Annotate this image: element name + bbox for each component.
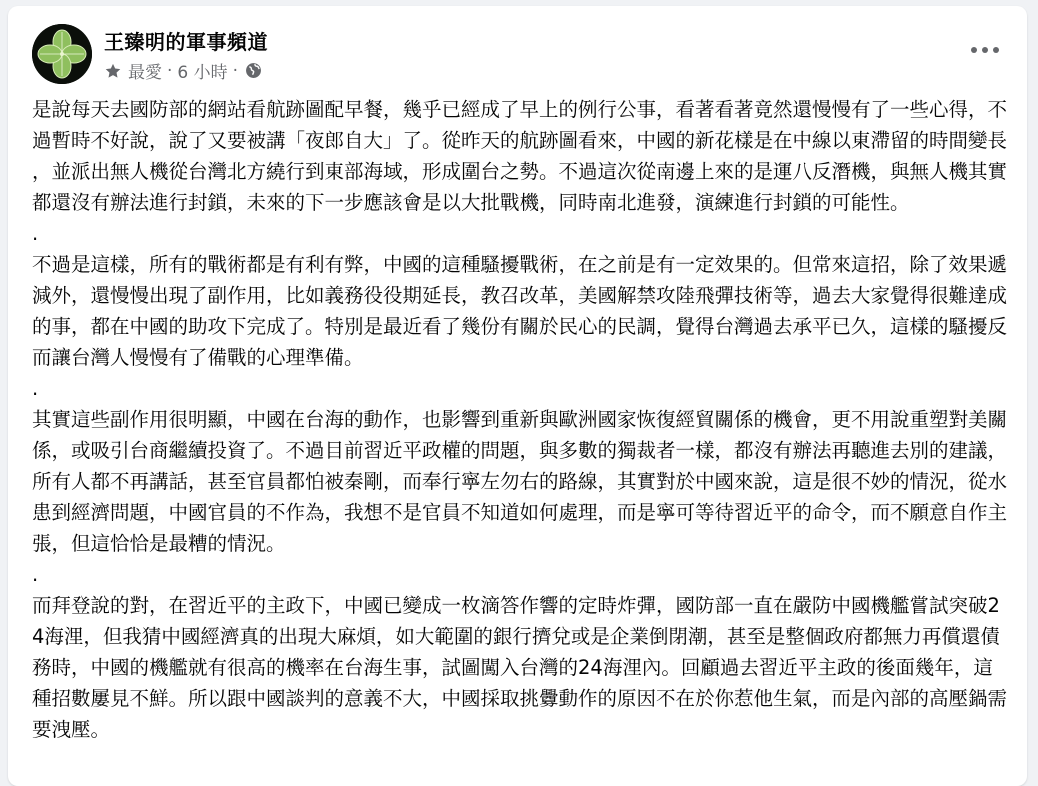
post-header	[8, 6, 1027, 92]
paragraph-divider: .	[32, 377, 39, 400]
post-paragraph: 是說每天去國防部的網站看航跡圖配早餐，幾乎已經成了早上的例行公事，看著看著竟然還慢慢有了一些心得，不過暫時不好說，說了又要被講「夜郎自大」了。從昨天的航跡圖看來，中國的新花樣是在中線以東滯留的時間變長，並派出無人機從台灣北方繞行到東部海域，形成圍台之勢。不過這次從南邊上來的是運八反潛機，與無人機其實都還沒有辦法進行封鎖，未來的下一步應該會是以大批戰機，同時南北進發，演練進行封鎖的可能性。	[32, 98, 1008, 214]
star-icon	[104, 62, 122, 80]
paragraph-divider: .	[32, 222, 39, 245]
post-timestamp[interactable]: 6 小時	[177, 63, 228, 83]
meta-separator: ·	[232, 60, 239, 81]
page-avatar[interactable]	[32, 24, 92, 84]
post-meta	[104, 58, 262, 83]
clover-icon	[32, 24, 92, 84]
page-name[interactable]: 王臻明的軍事頻道	[104, 30, 268, 54]
globe-icon[interactable]	[245, 62, 262, 79]
meta-separator: ·	[167, 60, 173, 81]
paragraph-divider: .	[32, 563, 39, 586]
post-paragraph: 不過是這樣，所有的戰術都是有利有弊，中國的這種騷擾戰術，在之前是有一定效果的。但常來這招，除了效果遞減外，還慢慢出現了副作用，比如義務役役期延長，教召改革，美國解禁攻陸飛彈技術等，過去大家覺得很難達成的事，都在中國的助攻下完成了。特別是最近看了幾份有關於民心的民調，覺得台灣過去承平已久，這樣的騷擾反而讓台灣人慢慢有了備戰的心理準備。	[32, 253, 1008, 369]
audience-label: 最愛	[128, 63, 162, 83]
post-paragraph: 而拜登說的對，在習近平的主政下，中國已變成一枚滴答作響的定時炸彈，國防部一直在嚴防中國機艦嘗試突破24海浬，但我猜中國經濟真的出現大麻煩，如大範圍的銀行擠兌或是企業倒閉潮，甚至是整個政府都無力再償還債務時，中國的機艦就有很高的機率在台海生事，試圖闖入台灣的24海浬內。回顧過去習近平主政的後面幾年，這種招數屢見不鮮。所以跟中國談判的意義不大，中國採取挑釁動作的原因不在於你惹他生氣，而是內部的高壓鍋需要洩壓。	[32, 594, 1008, 741]
more-icon	[970, 46, 1000, 54]
post-paragraph: 其實這些副作用很明顯，中國在台海的動作，也影響到重新與歐洲國家恢復經貿關係的機會，更不用說重塑對美關係，或吸引台商繼續投資了。不過目前習近平政權的問題，與多數的獨裁者一樣，都沒有辦法再聽進去別的建議，所有人都不再講話，甚至官員都怕被秦剛，而奉行寧左勿右的路線，其實對於中國來說，這是很不妙的情況，從水患到經濟問題，中國官員的不作為，我想不是官員不知道如何處理，而是寧可等待習近平的命令，而不願意自作主張，但這恰恰是最糟的情況。	[32, 408, 1008, 555]
more-options-button[interactable]	[967, 38, 1003, 62]
post-card	[8, 6, 1027, 786]
post-text	[32, 94, 1010, 745]
